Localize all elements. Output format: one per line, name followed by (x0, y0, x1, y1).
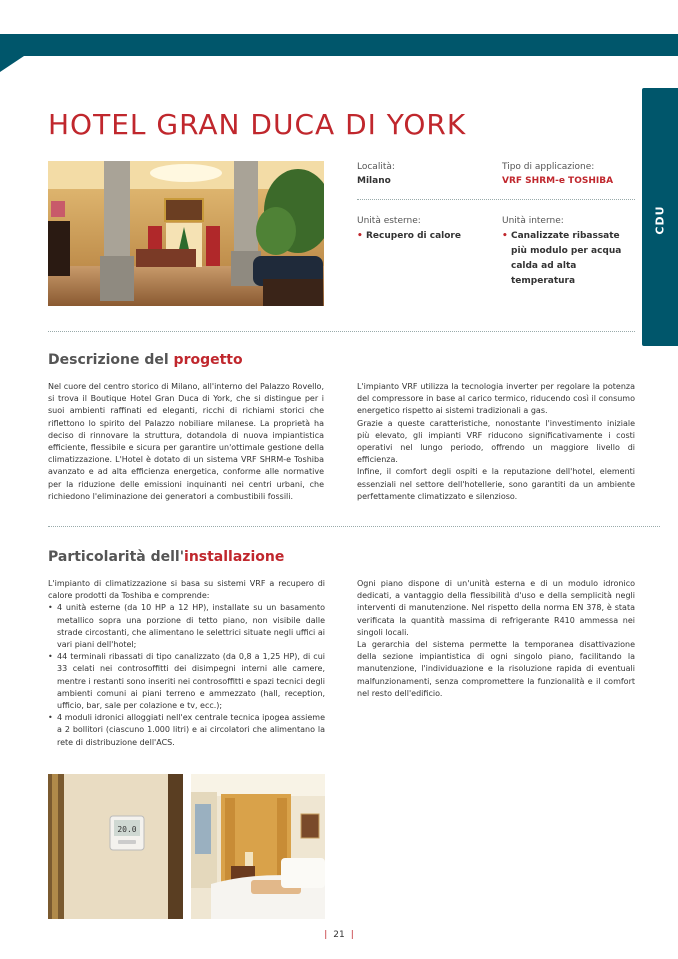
installation-column-1 (48, 578, 325, 749)
paragraph: L'impianto di climatizzazione si basa su sistemi VRF a recupero di calore prodotti da Toshiba e comprende: (48, 579, 325, 601)
list-item: • 44 terminali ribassati di tipo canalizzato (da 0,8 a 1,25 HP), di cui 33 celati nei controsoffitti dei disimpegni interni alle camere, mentre i restanti sono inseriti nei controsoffitti e spazi tecnici degli ambienti comuni ai piani terreno e ammezzato (hall, reception, ufficio, bar, sale per colazione e tv, ecc.); (48, 651, 325, 712)
paragraph: La gerarchia del sistema permette la temporanea disattivazione della sezione impiantistica di ogni singolo piano, facilitando la manutenzione, l'individuazione e la risoluzione rapida di eventuali malfunzionamenti, senza compromettere la funzionalità e il comfort nel resto dell'edificio. (357, 640, 635, 698)
external-units-label: Unità esterne: (357, 216, 421, 226)
info-divider (357, 199, 635, 200)
list-item: • 4 unità esterne (da 10 HP a 12 HP), installate su un basamento metallico sopra una porzione di tetto piano, non visibile dalle strade circostanti, che alimentano le selettrici situate negli uffici ai vari piani dell'hotel; (48, 602, 325, 651)
paragraph: Grazie a queste caratteristiche, nonostante l'investimento iniziale più elevato, gli impianti VRF riducono significativamente i costi operativi nel lungo periodo, offrendo un maggiore livello di efficienza. (357, 418, 635, 465)
external-units-list (357, 229, 487, 244)
description-column-2 (357, 381, 635, 503)
description-heading (48, 352, 243, 368)
page-number-text: 21 (333, 930, 345, 940)
location-value: Milano (357, 176, 391, 186)
thermostat-reading: 20.0 (117, 825, 137, 834)
page-title: HOTEL GRAN DUCA DI YORK (48, 108, 467, 141)
header-bar-notch (0, 56, 24, 72)
section-divider (48, 526, 660, 527)
application-value: VRF SHRM-e TOSHIBA (502, 176, 614, 186)
application-label: Tipo di applicazione: (502, 162, 595, 172)
paragraph: Infine, il comfort degli ospiti e la reputazione dell'hotel, elementi essenziali nel settore dell'hotellerie, sono garantiti da un ambiente perfettamente climatizzato e silenzioso. (357, 467, 635, 501)
hotel-lobby-photo (48, 161, 324, 306)
installation-heading (48, 549, 284, 565)
section-divider (48, 331, 635, 332)
heading-highlight: progetto (173, 352, 243, 368)
heading-highlight: installazione (184, 549, 285, 565)
installation-list (48, 602, 325, 748)
top-header-bar (0, 34, 678, 56)
heading-text: Particolarità dell' (48, 549, 185, 565)
internal-units-list (502, 229, 627, 289)
thermostat-photo (48, 774, 183, 919)
location-label: Località: (357, 162, 395, 172)
list-item: • Canalizzate ribassate più modulo per acqua calda ad alta temperatura (502, 229, 627, 289)
paragraph: Nel cuore del centro storico di Milano, all'interno del Palazzo Rovello, si trova il Boutique Hotel Gran Duca di York, che si distingue per i suoi ambienti raffinati ed eleganti, ricchi di richiami storici che riflettono lo spirito del Palazzo nobiliare milanese. La proprietà ha deciso di rinnovare la struttura, dotandola di nuova impiantistica efficiente, flessibile e sicura per garantire un'ottimale gestione della climatizzazione. L'Hotel è dotato di un sistema VRF SHRM-e Toshiba avanzato e ad alta efficienza energetica, conforme alle normative per la riduzione delle emissioni inquinanti nei centri urbani, che richiedono l'eliminazione dei generatori a combustibili fossili. (48, 382, 324, 501)
description-column-1 (48, 381, 324, 503)
side-section-tab (642, 88, 678, 346)
heading-text: Descrizione del (48, 352, 174, 368)
installation-column-2 (357, 578, 635, 700)
list-item: • Recupero di calore (357, 229, 487, 244)
paragraph: L'impianto VRF utilizza la tecnologia inverter per regolare la potenza del compressore in base al carico termico, riducendo così il consumo energetico rispetto ai sistemi tradizionali a gas. (357, 382, 635, 416)
side-tab-label: CDU (653, 205, 667, 235)
page-number (0, 930, 678, 940)
list-item: • 4 moduli idronici alloggiati nell'ex centrale tecnica ipogea assieme a 2 bollitori (ciascuno 1.000 litri) e ai circolatori che alimentano la rete di distribuzione dell'ACS. (48, 712, 325, 749)
internal-units-label: Unità interne: (502, 216, 564, 226)
page-separator: | (324, 930, 328, 940)
hotel-room-photo (191, 774, 325, 919)
page-separator: | (350, 930, 354, 940)
paragraph: Ogni piano dispone di un'unità esterna e di un modulo idronico dedicati, a vantaggio della flessibilità d'uso e della semplicità negli interventi di manutenzione. Nel rispetto della norma EN 378, è stata verificata la quantità massima di refrigerante R410 ammessa nei singoli locali. (357, 579, 635, 637)
